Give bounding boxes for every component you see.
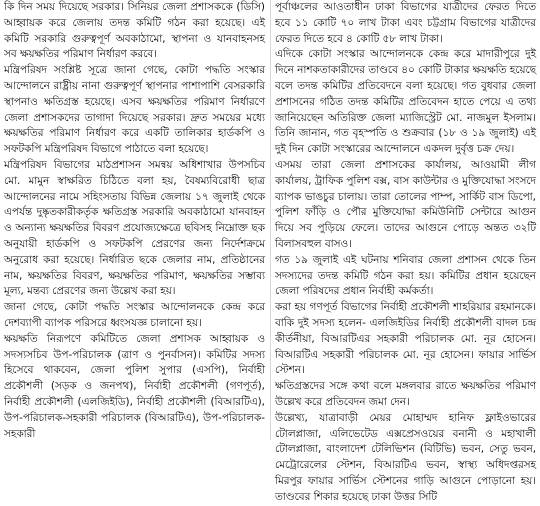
article-paragraph: এদিকে কোটা সংস্কার আন্দোলনকে কেন্দ্র করে মাদারীপুরে দুই দিনে নাশকতাকারীদের তাণ্ডবে ৪০ কোটি টাকার ক্ষয়ক্ষতি হয়েছে বলে তদন্ত কমিটির প্রতিবেদনে বলা হয়েছে। গত বুধবার জেলা প্রশাসনের গঠিত তদন্ত কমিটির প্রতিবেদন হাতে পেয়ে এ তথ্য জানিয়েছেন অতিরিক্ত জেলা ম্যাজিস্ট্রেট মো. নাজমুল ইসলাম। তিনি জানান, গত বৃহস্পতি ও শুক্রবার (১৮ ও ১৯ জুলাই) এই দুই দিন কোটা সংস্কারের আন্দোলনে একদল দুর্বৃত্ত চক্র দেয়। [275, 48, 536, 156]
column-divider [270, 0, 271, 440]
right-column [275, 0, 536, 503]
left-column [4, 0, 265, 440]
article-paragraph: করা হয় গণপূর্ত বিভাগের নির্বাহী প্রকৌশলী শাহরিয়ার রহমানকে। বাকি দুই সদস্য হলেন- এলজিইডির নির্বাহী প্রকৌশলী বাদল চন্দ্র কীর্তনীয়া, বিআরটিএর সহকারী পরিচালক মো. নূর হোসেন। বিআরটিএ সহকারী পরিচালক মো. নূর হোসেন। ফায়ার সার্ভিস স্টেশন। [275, 301, 536, 377]
article-paragraph: মন্ত্রিপরিষদ বিভাগের মাঠপ্রশাসন সমন্বয় অধিশাখার উপসচিব মো. মামুন স্বাক্ষরিত চিঠিতে বলা হয়, বৈষম্যবিরোধী ছাত্র আন্দোলনের নামে সহিংসতায় বিভিন্ন জেলায় ১৭ জুলাই থেকে এপর্যন্ত দুষ্কৃতকারীকর্তৃক ক্ষতিগ্রস্ত সরকারি অবকাঠামো যানবাহন ও অন্যান্য ক্ষয়ক্ষতির বিবরণ প্রযোজ্যক্ষেত্রে ছবিসহ নিম্নোক্ত ছক অনুযায়ী হার্ডকপি ও সফটকপি প্রেরণের জন্য নির্দেশক্রমে অনুরোধ করা হয়েছে। নির্ধারিত ছকে জেলার নাম, প্রতিষ্ঠানের নাম, ক্ষয়ক্ষতির বিবরণ, ক্ষয়ক্ষতির পরিমাণ, ক্ষয়ক্ষতির সম্ভাব্য মূল্য, মন্তব্য প্রেরণের জন্য উল্লেখ করা হয়। [4, 158, 265, 298]
article-paragraph: পূর্বাঞ্চলের আওতাধীন ঢাকা বিভাগের যাত্রীদের ফেরত দিতে হবে ১১ কোটি ৭০ লাখ টাকা এবং চট্টগ্রাম বিভাগের যাত্রীদের ফেরত দিতে হবে ৪ কোটি ৫৮ লাখ টাকা। [275, 1, 536, 45]
article-paragraph: মন্ত্রিপরিষদ সংশ্লিষ্ট সূত্রে জানা গেছে, কোটা পদ্ধতি সংস্কার আন্দোলনে রাষ্ট্রীয় নানা গুরুত্বপূর্ণ স্থাপনার পাশাপাশি বেসরকারি স্থাপনাও ক্ষতিগ্রস্ত হয়েছে। এসব ক্ষয়ক্ষতির পরিমাণ নির্ধারণে জেলা প্রশাসকদের তাগাদা দিয়েছে সরকার। দ্রুত সময়ের মধ্যে ক্ষয়ক্ষতির পরিমাণ নির্ধারণ করে একটি তালিকার হার্ডকপি ও সফটকপি মন্ত্রিপরিষদ বিভাগে পাঠাতে বলা হয়েছে। [4, 64, 265, 156]
article-paragraph: ক্ষয়ক্ষতি নিরূপণে কমিটিতে জেলা প্রশাসক আহ্বায়ক ও সদস্যসচিব উপ-পরিচালক (ত্রাণ ও পুনর্বাসন)। কমিটির সদস্য হিসেবে থাকবেন, জেলা পুলিশ সুপার (এসপি), নির্বাহী প্রকৌশলী (সড়ক ও জনপথ), নির্বাহী প্রকৌশলী (গণপূর্ত), নির্বাহী প্রকৌশলী (এলজিইডি), নির্বাহী প্রকৌশলী (বিআরটিএ), উপ-পরিচালক-সহকারী পরিচালক (বিআরটিএ), উপ-পরিচালক-সহকারী [4, 332, 265, 440]
article-paragraph: ক্ষতিগ্রস্তদের সঙ্গে কথা বলে মঙ্গলবার রাতে ক্ষয়ক্ষতির পরিমাণ উল্লেখ করে প্রতিবেদন জমা দেন। [275, 380, 536, 408]
article-paragraph: জানা গেছে, কোটা পদ্ধতি সংস্কার আন্দোলনকে কেন্দ্র করে দেশব্যাপী ব্যাপক পরিসরে ধ্বংসযজ্ঞ চালানো হয়। [4, 301, 265, 329]
article-paragraph: এসময় তারা জেলা প্রশাসকের কার্যালয়, আওয়ামী লীগ কার্যালয়, ট্রাফিক পুলিশ বক্স, বাস কাউন্টার ও মুক্তিযোদ্ধা সংসদে ব্যাপক ভাঙচুর চালায়। তারা তোলের পাম্প, সার্কিট বাস ডিপো, পুলিশ ফাঁড়ি ও পৌর মুক্তিযোদ্ধা কমিউনিটি সেন্টারে আগুন দিয়ে সব পুড়িয়ে ফেলে। তাদের আগুনে পোড়ে অন্তত ৩২টি বিলাসবহুল বাসও। [275, 158, 536, 250]
article-paragraph: কি দিন সময় দিয়েছে সরকার। সিনিয়র জেলা প্রশাসককে (ডিসি) আহ্বায়ক করে জেলায় তদন্ত কমিটি গঠন করা হয়েছে। এই কমিটি সরকারি গুরুত্বপূর্ণ অবকাঠামো, স্থাপনা ও যানবাহনসহ সব ক্ষয়ক্ষতির পরিমাণ নির্ধারণ করবে। [4, 1, 265, 61]
article-paragraph: উল্লেখ্য, যাত্রাবাড়ী মেয়র মোহাম্মদ হানিফ ফ্লাইওভারের টোলপ্লাজা, এলিভেটেড এক্সপ্রেসওয়ের বনানী ও মহাখালী টোলপ্লাজা, বাংলাদেশ টেলিভিশন (বিটিভি) ভবন, সেতু ভবন, মেট্রোরেলের স্টেশন, বিআরটিএ ভবন, স্বাস্থ্য অধিদপ্তরসহ মিরপুর ফায়ার সার্ভিস স্টেশনের গাড়ি আগুনে পোড়ানো হয়। তাণ্ডবের শিকার হয়েছে ঢাকা উত্তর সিটি [275, 411, 536, 503]
article-paragraph: গত ১৯ জুলাই এই ঘটনায় শনিবার জেলা প্রশাসন থেকে তিন সদস্যদের তদন্ত কমিটি গঠন করা হয়। কমিটির প্রধান হয়েছেন জেলা পরিষদের প্রধান নির্বাহী কর্মকর্তা। [275, 253, 536, 298]
